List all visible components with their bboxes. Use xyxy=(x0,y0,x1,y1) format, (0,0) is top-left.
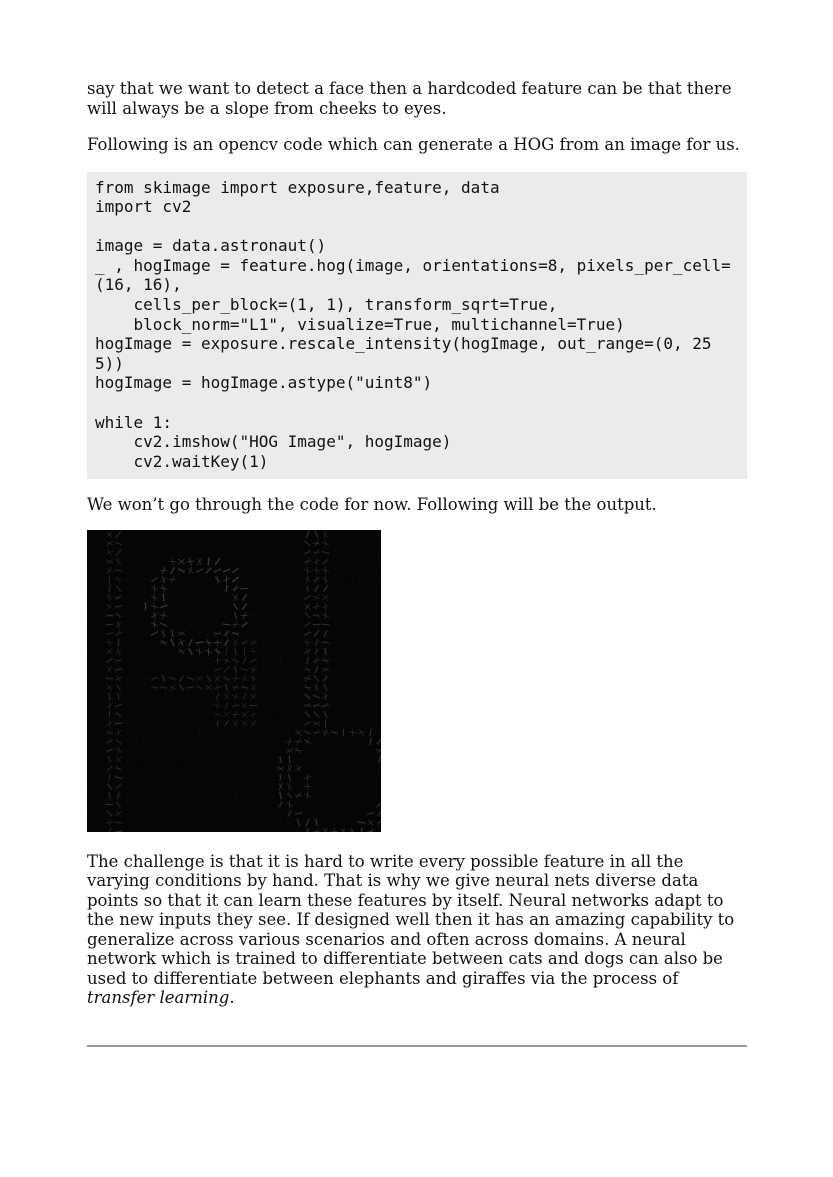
document-body xyxy=(87,79,747,1008)
hog-gradient-stroke xyxy=(88,651,95,652)
hog-gradient-stroke xyxy=(352,729,353,736)
hog-gradient-stroke xyxy=(376,588,381,589)
hog-gradient-stroke xyxy=(109,711,110,718)
hog-gradient-stroke xyxy=(214,597,221,598)
hog-gradient-stroke xyxy=(214,813,221,814)
hog-gradient-stroke xyxy=(214,759,221,760)
hog-gradient-stroke xyxy=(154,585,155,592)
hog-gradient-stroke xyxy=(280,711,281,718)
after-code-paragraph: We won’t go through the code for now. Following will be the output. xyxy=(87,495,657,515)
hog-gradient-stroke xyxy=(196,669,203,670)
hog-gradient-stroke xyxy=(316,684,317,691)
hog-gradient-stroke xyxy=(313,615,320,616)
hog-gradient-stroke xyxy=(259,687,266,688)
hog-gradient-stroke xyxy=(313,705,320,706)
hog-gradient-stroke xyxy=(262,765,263,772)
hog-gradient-stroke xyxy=(88,813,95,814)
hog-gradient-stroke xyxy=(358,660,365,661)
lead-in-paragraph: Following is an opencv code which can generate a HOG from an image for us. xyxy=(87,135,740,154)
conclusion-text: The challenge is that it is hard to write every possible feature in all the varying conditions by hand. That is why we give neural nets diverse data points so that it can learn these features by itself. Neural networks adapt to the new inputs they see. If designed well then it has an amazing capability to generalize across various scenarios and often across domains. A neural network which is trained to differentiate between cats and dogs can also be used to differentiate between elephants and giraffes via the process of xyxy=(87,851,735,988)
hog-gradient-stroke xyxy=(136,738,137,745)
hog-gradient-stroke xyxy=(109,792,110,799)
conclusion-end: . xyxy=(229,988,235,1008)
hog-gradient-stroke xyxy=(223,624,230,625)
hog-gradient-stroke xyxy=(151,651,158,652)
hog-output-image xyxy=(87,530,381,832)
hog-gradient-stroke xyxy=(205,813,212,814)
transfer-learning-term: transfer learning xyxy=(87,988,230,1008)
hog-gradient-stroke xyxy=(325,756,326,763)
hog-gradient-stroke xyxy=(142,678,149,679)
hog-gradient-stroke xyxy=(142,741,149,742)
hog-gradient-stroke xyxy=(334,819,335,826)
conclusion-paragraph xyxy=(87,852,747,1008)
hog-gradient-stroke xyxy=(109,756,110,763)
hog-gradient-stroke xyxy=(115,723,122,724)
hog-gradient-stroke xyxy=(286,741,293,742)
hog-gradient-stroke xyxy=(199,693,200,700)
hog-gradient-stroke xyxy=(271,819,272,826)
hog-gradient-stroke xyxy=(295,759,302,760)
hog-gradient-stroke xyxy=(271,666,272,673)
section-divider xyxy=(87,1045,747,1047)
code-block: from skimage import exposure,feature, data import cv2 image = data.astronaut() _ , hogImage = feature.hog(image, orientations=8, pixels_per_cell=(16, 16), cells_per_block=(1, 1), transform_sqrt=True, block_norm="L1", visualize=True, multichannel=True) hogImage = exposure.rescale_intensity(hogImage, out_range=(0, 255)) hogImage = hogImage.astype("uint8") while 1: cv2.imshow("HOG Image", hogImage) cv2.waitKey(1) xyxy=(87,172,747,480)
intro-paragraph: say that we want to detect a face then a hardcoded feature can be that there will always be a slope from cheeks to eyes. xyxy=(87,79,732,118)
hog-gradient-stroke xyxy=(253,675,254,682)
hog-gradient-stroke xyxy=(280,621,281,628)
hog-gradient-stroke xyxy=(250,615,257,616)
hog-gradient-stroke xyxy=(91,720,92,727)
